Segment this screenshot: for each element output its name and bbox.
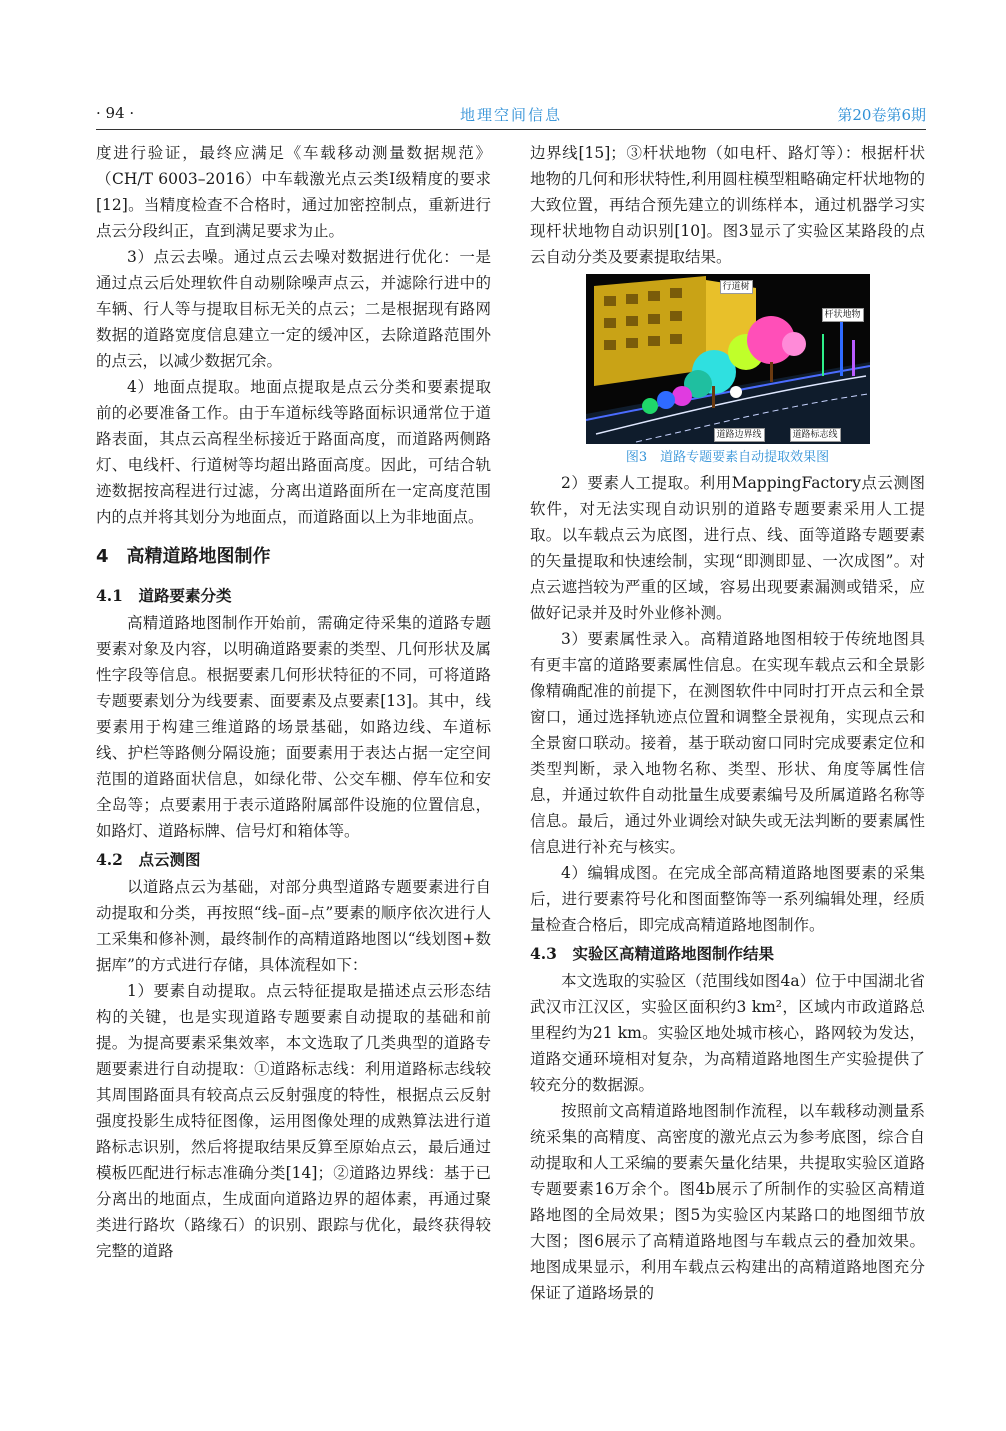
paragraph: 1）要素自动提取。点云特征提取是描述点云形态结构的关键，也是实现道路专题要素自动提取的基础和前提。为提高要素采集效率，本文选取了几类典型的道路专题要素进行自动提取：①道路标志线：利用道路标志线较其周围路面具有较高点云反射强度的特性，根据点云反射强度投影生成特征图像，运用图像处理的成熟算法进行道路标志识别，然后将提取结果反算至原始点云，最后通过模板匹配进行标志准确分类[14]；②道路边界线：基于已分离出的地面点，生成面向道路边界的超体素，再通过聚类进行路坎（路缘石）的识别、跟踪与优化，最终获得较完整的道路 <box>96 982 491 1260</box>
label-road-edge: 道路边界线 <box>714 428 765 442</box>
paragraph: 本文选取的实验区（范围线如图4a）位于中国湖北省武汉市江汉区，实验区面积约3 km²，区域内市政道路总里程约为21 km。实验区地处城市核心，路网较为发达，道路交通环境相对复杂，为高精道路地图生产实验提供了较充分的数据源。 <box>530 972 925 1094</box>
point-cloud-image <box>586 274 870 444</box>
paragraph: 边界线[15]；③杆状地物（如电杆、路灯等）：根据杆状地物的几何和形状特性,利用圆柱模型粗略确定杆状地物的大致位置，再结合预先建立的训练样本，通过机器学习实现杆状地物自动识别[10]。图3显示了实验区某路段的点云自动分类及要素提取结果。 <box>530 144 925 266</box>
running-header <box>96 104 926 132</box>
paragraph: 高精道路地图制作开始前，需确定待采集的道路专题要素对象及内容，以明确道路要素的类型、几何形状及属性字段等信息。根据要素几何形状特征的不同，可将道路专题要素划分为线要素、面要素及点要素[13]。其中，线要素用于构建三维道路的场景基础，如路边线、车道标线、护栏等路侧分隔设施；面要素用于表达占据一定空间范围的道路面状信息，如绿化带、公交车棚、停车位和安全岛等；点要素用于表示道路附属部件设施的位置信息，如路灯、道路标牌、信号灯和箱体等。 <box>96 614 491 840</box>
subsection-heading: 4.1 道路要素分类 <box>96 586 232 605</box>
paragraph: 按照前文高精道路地图制作流程，以车载移动测量系统采集的高精度、高密度的激光点云为参考底图，综合自动提取和人工采编的要素矢量化结果，共提取实验区道路专题要素16万余个。图4b展示了所制作的实验区高精道路地图的全局效果；图5为实验区内某路口的地图细节放大图；图6展示了高精道路地图与车载点云的叠加效果。地图成果显示，利用车载点云构建出的高精道路地图充分保证了道路场景的 <box>530 1102 925 1302</box>
subsection-heading: 4.3 实验区高精道路地图制作结果 <box>530 944 774 963</box>
paragraph: 3）要素属性录入。高精道路地图相较于传统地图具有更丰富的道路要素属性信息。在实现车载点云和全景影像精确配准的前提下，在测图软件中同时打开点云和全景窗口，通过选择轨迹点位置和调整全景视角，实现点云和全景窗口联动。接着，基于联动窗口同时完成要素定位和类型判断，录入地物名称、类型、形状、角度等属性信息，并通过软件自动批量生成要素编号及所属道路名称等信息。最后，通过外业调绘对缺失或无法判断的要素属性信息进行补充与核实。 <box>530 630 925 856</box>
point-cloud-illustration <box>586 274 870 444</box>
subsection-heading: 4.2 点云测图 <box>96 850 201 869</box>
label-pole: 杆状地物 <box>822 308 864 322</box>
paragraph: 4）编辑成图。在完成全部高精道路地图要素的采集后，进行要素符号化和图面整饰等一系列编辑处理，经质量检查合格后，即完成高精道路地图制作。 <box>530 864 925 934</box>
paragraph: 2）要素人工提取。利用MappingFactory点云测图软件，对无法实现自动识别的道路专题要素采用人工提取。以车载点云为底图，进行点、线、面等道路专题要素的矢量提取和快速绘制，实现“即测即显、一次成图”。对点云遮挡较为严重的区域，容易出现要素漏测或错采，应做好记录并及时外业修补测。 <box>530 474 925 622</box>
paragraph: 4）地面点提取。地面点提取是点云分类和要素提取前的必要准备工作。由于车道标线等路面标识通常位于道路表面，其点云高程坐标接近于路面高度，而道路两侧路灯、电线杆、行道树等均超出路面高度。因此，可结合轨迹数据按高程进行过滤，分离出道路面所在一定高度范围内的点并将其划分为地面点，而道路面以上为非地面点。 <box>96 378 491 526</box>
right-column <box>530 140 925 1350</box>
left-column <box>96 140 491 1350</box>
label-road-marking: 道路标志线 <box>790 428 841 442</box>
journal-title: 地理空间信息 <box>459 106 562 124</box>
paragraph: 以道路点云为基础，对部分典型道路专题要素进行自动提取和分类，再按照“线–面–点”要素的顺序依次进行人工采集和修补测，最终制作的高精道路地图以“线划图+数据库”的方式进行存储，具体流程如下： <box>96 878 491 974</box>
paragraph: 3）点云去噪。通过点云去噪对数据进行优化：一是通过点云后处理软件自动剔除噪声点云，并滤除行进中的车辆、行人等与提取目标无关的点云；二是根据现有路网数据的道路宽度信息建立一定的缓冲区，去除道路范围外的点云，以减少数据冗余。 <box>96 248 491 370</box>
label-tree: 行道树 <box>720 280 753 294</box>
page-number: · 94 · <box>96 104 135 122</box>
figure-caption: 图3 道路专题要素自动提取效果图 <box>625 450 830 465</box>
header-rule <box>96 129 926 130</box>
paragraph: 度进行验证，最终应满足《车载移动测量数据规范》（CH/T 6003–2016）中车载激光点云类Ⅰ级精度的要求[12]。当精度检查不合格时，通过加密控制点，重新进行点云分段纠正，直到满足要求为止。 <box>96 144 491 240</box>
issue-label: 第20卷第6期 <box>837 106 926 124</box>
figure-3 <box>530 274 925 470</box>
section-heading: 4 高精道路地图制作 <box>96 546 271 567</box>
